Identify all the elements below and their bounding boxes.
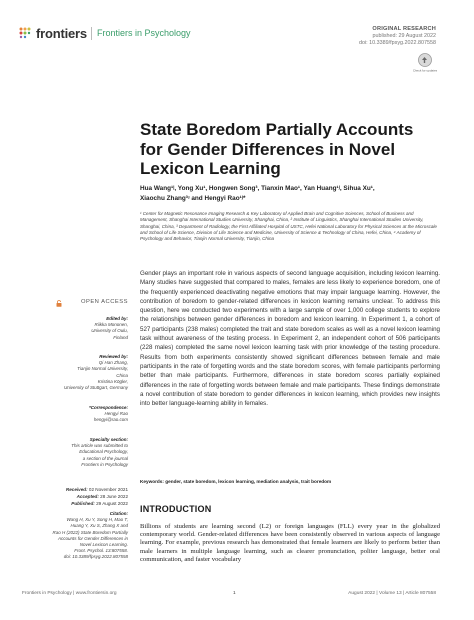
correspondence-section	[22, 405, 128, 424]
edited-by-heading: Edited by:	[106, 316, 128, 321]
introduction-heading: INTRODUCTION	[140, 504, 212, 514]
correspondence-name: Hengyi Rao	[104, 411, 128, 417]
published-label: Published:	[71, 501, 95, 506]
reviewer-1-country: China	[116, 372, 128, 378]
affiliation-text: ¹ Center for Magnetic Resonance Imaging Research & Key Laboratory of Applied Brain and Cognitive Sciences, School of Business and Management, Shanghai International Studies University, Shanghai, China, ² Institute of Linguistics, Shanghai International Studies University, Shanghai, China, ³ Department of Radiology, the First Affiliated Hospital of USTC, Hefei National Laboratory for Physical Sciences at the Microscale and School of Life Science, Division of Life Science and Medicine, University of Science & Technology of China, Hefei, China, ⁴ Academy of Psychology and Behavior, Tianjin Normal University, Tianjin, China	[140, 211, 437, 242]
correspondence-heading: *Correspondence:	[88, 405, 128, 410]
header-divider	[91, 27, 92, 40]
article-doi[interactable]: doi: 10.3389/fpsyg.2022.807558	[358, 40, 436, 46]
open-access-label: OPEN ACCESS	[80, 299, 128, 305]
citation-heading: Citation:	[109, 511, 128, 516]
specialty-line-1: This article was submitted to	[71, 443, 128, 449]
received-date: 02 November 2021	[88, 487, 128, 492]
accepted-date: 28 June 2022	[100, 494, 128, 499]
authors-line-2[interactable]: Xiaochu Zhang³ʴ and Hengyi Rao¹ʲ*	[140, 194, 246, 202]
edited-by-section	[22, 316, 128, 341]
citation-line-6: Front. Psychol. 13:807558.	[74, 548, 128, 554]
affiliations	[140, 211, 440, 243]
abstract: Gender plays an important role in various aspects of second language acquisition, including lexicon learning. Many studies have suggested that compared to males, females are less likely to experience boredom, one of the frequently experienced deactivating negative emotions that may impair language learning. However, the contribution of boredom to gender-related differences in lexicon learning remains unclear. To address this question, here we conducted two experiments with a large sample of over 1,000 college students to explore the relationships between gender differences in boredom and lexicon learning. In Experiment 1, a cohort of 527 participants (238 males) completed the trait and state boredom scales as well as a novel lexicon learning task without awareness of the testing process. In Experiment 2, an independent cohort of 506 participants (228 males) completed the same novel lexicon learning task with prior knowledge of the testing procedure. Results from both experiments consistently showed significant differences between female and male participants in the rate of forgetting words and the state boredom scores, with female participants performing better than male participants. Furthermore, differences in state boredom scores partially explained differences in the rate of forgetting words between female and male participants. These findings demonstrate a novel contribution of state boredom to gender differences in lexicon learning, which provides new insights into better language-learning ability in females.	[140, 270, 440, 408]
specialty-section	[22, 437, 128, 468]
published-date: published: 29 August 2022	[372, 33, 436, 39]
specialty-line-2: Educational Psychology,	[79, 449, 128, 455]
specialty-line-3: a section of the journal	[82, 455, 128, 461]
reviewed-by-section	[22, 354, 128, 391]
received-label: Received:	[65, 487, 88, 492]
article-meta	[359, 26, 436, 47]
check-for-updates-icon[interactable]	[412, 52, 438, 74]
citation-line-4: Accounts for Gender Differences in	[57, 535, 128, 541]
publisher-logo-text: frontiers	[36, 26, 87, 41]
footer-journal-link[interactable]: Frontiers in Psychology | www.frontiersin.org	[22, 591, 117, 596]
check-for-updates-label: Check for updates	[412, 68, 438, 73]
author-list	[140, 184, 440, 203]
introduction-paragraph: Billions of students are learning second (L2) or foreign languages (FLL) every year in the globalized contemporary world. Gender-related differences have been consistently observed in various aspects of language learning. For example, previous research has demonstrated that female learners are likely to perform better than male learners in multiple language learning, such as clearer pronunciation, politer language, better oral communication, and faster vocabulary	[140, 523, 440, 563]
specialty-line-4: Frontiers in Psychology	[81, 461, 128, 467]
accepted-row	[22, 493, 128, 500]
correspondence-email[interactable]: hengyi@rao.com	[93, 417, 128, 423]
dates-section	[22, 486, 128, 507]
citation-doi[interactable]: doi: 10.3389/fpsyg.2022.807558	[63, 554, 128, 560]
reviewer-1-name[interactable]: Qi Han Zhang,	[98, 360, 128, 366]
article-type: ORIGINAL RESEARCH	[372, 26, 436, 32]
open-access-lock-icon	[56, 300, 62, 307]
article-title: State Boredom Partially Accounts for Gender Differences in Novel Lexicon Learning	[140, 120, 414, 178]
citation-line-5: Novel Lexicon Learning.	[79, 542, 128, 548]
reviewer-2-name[interactable]: Kristina Kögler,	[97, 378, 128, 384]
editor-name[interactable]: Riikka Mononen,	[94, 322, 128, 328]
accepted-label: Accepted:	[76, 494, 99, 499]
citation-line-2: Huang Y, Xu S, Zhang X and	[70, 523, 128, 529]
page-number: 1	[233, 591, 236, 596]
reviewer-1-affiliation: Tianjin Normal University,	[77, 366, 128, 372]
received-row	[22, 486, 128, 493]
published-row	[22, 500, 128, 507]
citation-line-3: Rao H (2022) State Boredom Partially	[52, 529, 128, 535]
footer-volume-info: August 2022 | Volume 13 | Article 807558	[348, 591, 436, 596]
authors-line-1[interactable]: Hua Wang¹ʲ, Yong Xu¹, Hongwen Song³, Tianxin Mao¹, Yan Huang¹ʲ, Sihua Xu¹,	[140, 185, 375, 192]
frontiers-logo-icon	[18, 26, 32, 40]
journal-name[interactable]: Frontiers in Psychology	[97, 28, 191, 38]
specialty-heading: Specialty section:	[89, 437, 128, 442]
reviewed-by-heading: Reviewed by:	[99, 354, 128, 359]
reviewer-2-affiliation: University of Stuttgart, Germany	[63, 385, 128, 391]
citation-line-1: Wang H, Xu Y, Song H, Mao T,	[66, 517, 128, 523]
editor-country: Finland	[113, 334, 128, 340]
citation-section	[22, 511, 128, 561]
published-side-date: 29 August 2022	[96, 501, 128, 506]
keywords: Keywords: gender, state boredom, lexicon learning, mediation analysis, trait boredom	[140, 479, 332, 484]
editor-affiliation: University of Oulu,	[91, 328, 128, 334]
